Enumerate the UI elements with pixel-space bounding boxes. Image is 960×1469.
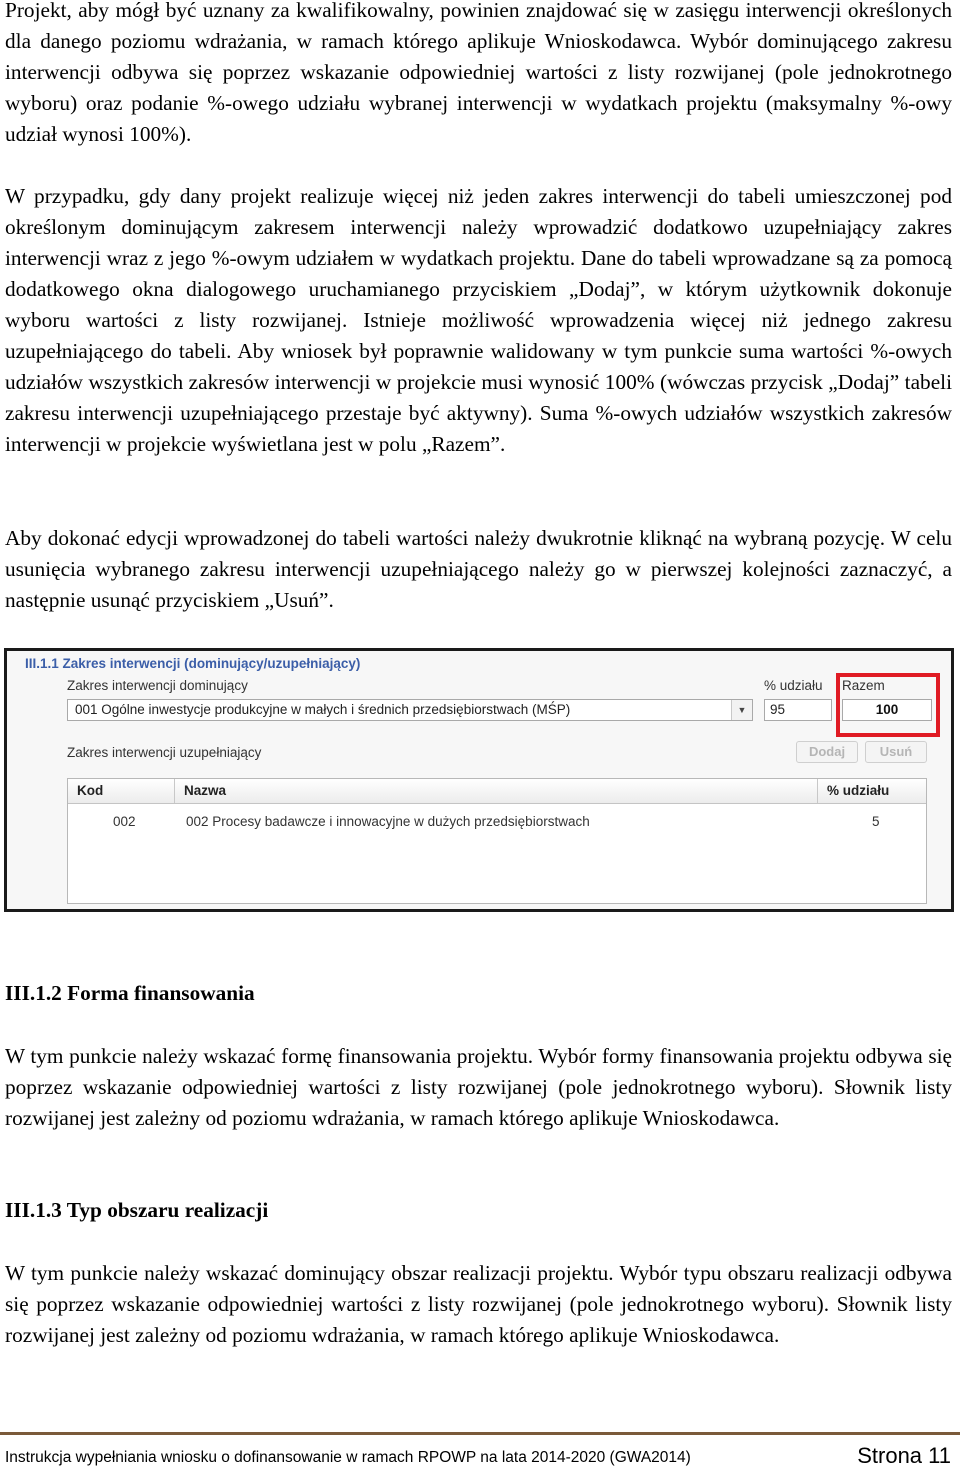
pct-share-input[interactable]: 95: [764, 699, 832, 721]
intervention-scope-screenshot: [4, 648, 954, 912]
intro-paragraph: Projekt, aby mógł być uznany za kwalifikowalny, powinien znajdować się w zasięgu interwencji określonych dla danego poziomu wdrażania, w ramach którego aplikuje Wnioskodawca. Wybór dominującego zakresu interwencji odbywa się poprzez wskazanie odpowiedniej wartości z listy rozwijanej (pole jednokrotnego wyboru) oraz podanie %-owego udziału wybranej interwencji w wydatkach projektu (maksymalny %-owy udział wynosi 100%).: [5, 0, 952, 146]
screenshot-section-title: III.1.1 Zakres interwencji (dominujący/uzupełniający): [25, 656, 361, 671]
section-heading-typ-obszaru: III.1.3 Typ obszaru realizacji: [5, 1198, 269, 1222]
add-button[interactable]: Dodaj: [796, 741, 858, 763]
dominant-scope-value: 001 Ogólne inwestycje produkcyjne w małych i średnich przedsiębiorstwach (MŚP): [75, 702, 571, 717]
additional-scope-paragraph: W przypadku, gdy dany projekt realizuje więcej niż jeden zakres interwencji do tabeli umieszczonej pod określonym dominującym zakresem interwencji należy wprowadzić dodatkowo uzupełniający zakres interwencji wraz z jego %-owym udziałem w wydatkach projektu. Dane do tabeli wprowadzane są za pomocą dodatkowego okna dialogowego uruchamianego przyciskiem „Dodaj”, w którym użytkownik dokonuje wyboru wartości z listy rozwijanej. Istnieje możliwość wprowadzenia więcej niż jednego zakresu uzupełniającego do tabeli. Aby wniosek był poprawnie walidowany w tym punkcie suma wartości %-owych udziałów wszystkich zakresów interwencji w projekcie musi wynosić 100% (wówczas przycisk „Dodaj” tabeli zakresu interwencji uzupełniającego przestaje być aktywny). Suma %-owych udziałów wszystkich zakresów interwencji w projekcie wyświetlana jest w polu „Razem”.: [5, 184, 952, 456]
dominant-scope-select[interactable]: [67, 699, 753, 721]
section-heading-forma-finansowania: III.1.2 Forma finansowania: [5, 981, 255, 1005]
edit-remove-paragraph: Aby dokonać edycji wprowadzonej do tabeli wartości należy dwukrotnie kliknąć na wybraną pozycję. W celu usunięcia wybranego zakresu interwencji uzupełniającego należy go w pierwszej kolejności zaznaczyć, a następnie usunąć przyciskiem „Usuń”.: [5, 526, 952, 612]
cell-nazwa: 002 Procesy badawcze i innowacyjne w dużych przedsiębiorstwach: [186, 814, 590, 829]
remove-button[interactable]: Usuń: [865, 741, 927, 763]
column-header-kod[interactable]: Kod: [77, 783, 104, 798]
footer-document-title: Instrukcja wypełniania wniosku o dofinansowanie w ramach RPOWP na lata 2014-2020 (GWA2014): [5, 1449, 691, 1466]
dominant-scope-label: Zakres interwencji dominujący: [67, 678, 248, 693]
razem-field: 100: [842, 699, 932, 721]
table-header: [68, 779, 926, 804]
footer-divider: [0, 1432, 960, 1435]
cell-kod: 002: [113, 814, 136, 829]
supplementary-scope-table: [67, 778, 927, 904]
column-header-nazwa[interactable]: Nazwa: [184, 783, 227, 798]
supplementary-scope-label: Zakres interwencji uzupełniający: [67, 745, 262, 760]
razem-label: Razem: [842, 678, 885, 693]
typ-obszaru-paragraph: W tym punkcie należy wskazać dominujący obszar realizacji projektu. Wybór typu obszaru realizacji odbywa się poprzez wskazanie odpowiedniej wartości z listy rozwijanej (pole jednokrotnego wyboru). Słownik listy rozwijanej jest zależny od poziomu wdrażania, w ramach którego aplikuje Wnioskodawca.: [5, 1261, 952, 1347]
forma-finansowania-paragraph: W tym punkcie należy wskazać formę finansowania projektu. Wybór formy finansowania projektu odbywa się poprzez wskazanie odpowiedniej wartości z listy rozwijanej (pole jednokrotnego wyboru). Słownik listy rozwijanej jest zależny od poziomu wdrażania, w ramach którego aplikuje Wnioskodawca.: [5, 1044, 952, 1130]
column-header-udzial[interactable]: % udziału: [827, 783, 890, 798]
page-number: Strona 11: [857, 1443, 951, 1468]
pct-share-label: % udziału: [764, 678, 823, 693]
cell-udzial: 5: [872, 814, 880, 829]
chevron-down-icon[interactable]: ▼: [731, 700, 752, 720]
